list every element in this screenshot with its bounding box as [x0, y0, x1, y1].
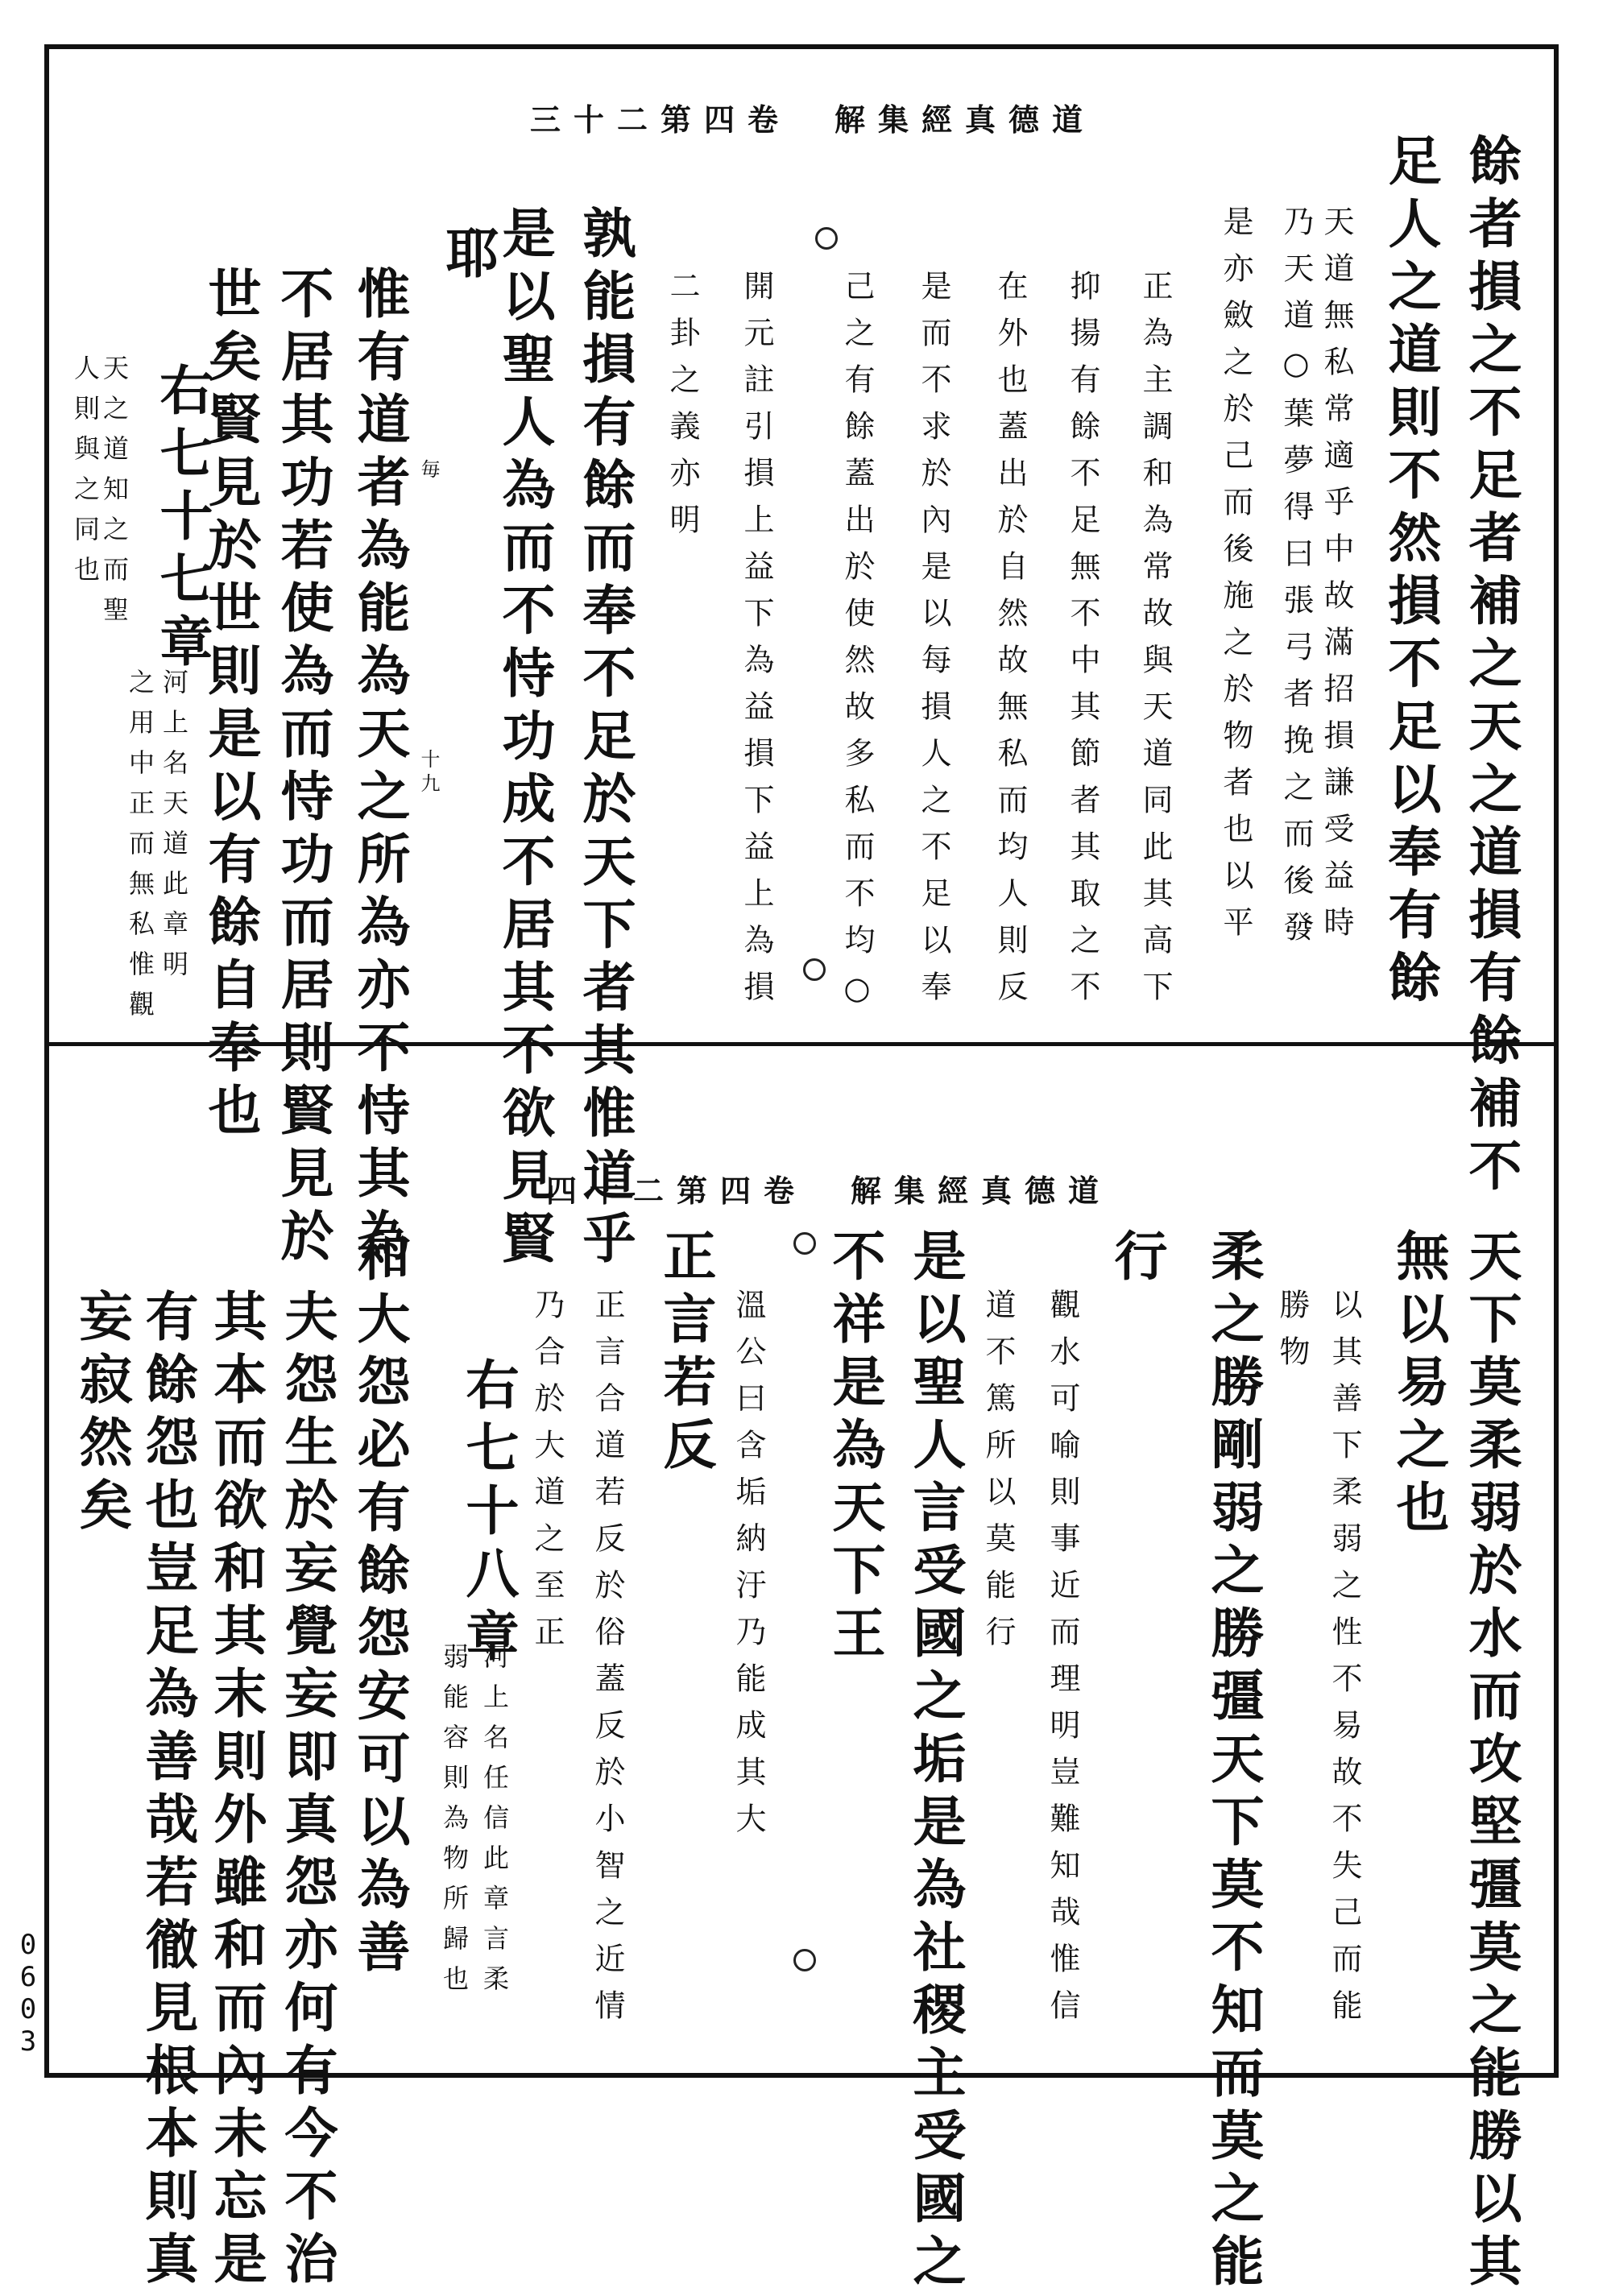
top-col-9: 是而不求於內是以每損人之不足以奉 — [916, 270, 951, 1017]
top-note-4: 人則與之同也 — [70, 354, 101, 596]
top-col-11: 開元註引損上益下為益損下益上為損 — [739, 270, 774, 1017]
bottom-col-14: 乃合於大道之至正 — [529, 1289, 565, 1662]
top-col-2: 足人之道則不然損不足以奉有餘 — [1379, 133, 1442, 1012]
bottom-col-17: 其本而欲和其末則外雖和而內未忘是 — [205, 1289, 267, 2294]
top-col-6: 正為主調和為常故與天道同此其高下 — [1137, 270, 1173, 1017]
bottom-col-13: 正言合道若反於俗蓋反於小智之近情 — [590, 1289, 625, 2036]
top-col-17: 不居其功若使為而恃功而居則賢見於 — [271, 266, 334, 1271]
bottom-col-8: 道不篤所以莫能行 — [980, 1289, 1016, 1662]
top-running-header: 道德真經集解 卷四第二十三 — [529, 101, 1095, 138]
bottom-col-10: 不祥是為天下王 — [823, 1228, 886, 1668]
top-col-18: 世矣賢見於世則是以有餘自奉也 — [199, 266, 262, 1145]
bottom-col-11: 溫公曰含垢納汙乃能成其大 — [731, 1289, 766, 1849]
top-note-2: 之用中正而無私惟觀 — [125, 668, 155, 1031]
top-note-3: 天之道知之而聖 — [99, 354, 130, 636]
bottom-col-5: 柔之勝剛弱之勝彊天下莫不知而莫之能 — [1202, 1228, 1265, 2296]
bottom-note-2: 弱能容則為物所歸也 — [439, 1643, 470, 2005]
bottom-running-header: 道德真經集解 卷四第二十四 — [545, 1173, 1112, 1209]
bottom-col-4: 勝物 — [1274, 1289, 1310, 1382]
top-col-13: 孰能損有餘而奉不足於天下者其惟道乎 — [574, 205, 636, 1273]
top-col-10: 己之有餘蓋出於使然故多私而不均○ — [839, 270, 875, 1022]
bottom-col-3: 以其善下柔弱之性不易故不失己而能 — [1327, 1289, 1362, 2036]
top-col-3: 天道無私常適乎中故滿招損謙受益時 — [1319, 205, 1354, 953]
bottom-chapter-title: 右七十八章 — [457, 1357, 520, 1671]
top-col-16: 惟有道者為能為天之所為亦不恃其為 — [348, 266, 411, 1271]
bottom-circle-mark-2 — [793, 1949, 816, 1971]
top-col-7: 抑揚有餘不足無不中其節者其取之不 — [1065, 270, 1100, 1017]
bottom-col-16: 夫怨生於妄覺妄即真怨亦何有今不治 — [275, 1289, 338, 2294]
bottom-note-1: 河上名任信此章言柔 — [479, 1643, 510, 2005]
top-col-14: 是以聖人為而不恃功成不居其不欲見賢 — [493, 205, 556, 1273]
bottom-circle-mark-1 — [793, 1232, 816, 1255]
top-col-4: 乃天道○葉夢得曰張弓者挽之而後發 — [1278, 205, 1314, 958]
top-circle-mark-2 — [803, 958, 826, 981]
bottom-col-2: 無以易之也 — [1387, 1228, 1450, 1542]
top-col-5: 是亦斂之於己而後施之於物者也以平 — [1218, 205, 1253, 953]
top-col-1: 餘者損之不足者補之天之道損有餘補不 — [1460, 133, 1522, 1201]
bottom-col-15: 和大怨必有餘怨安可以為善 — [348, 1228, 411, 1982]
top-margin-mark-2: 十九 — [417, 749, 440, 797]
bottom-col-1: 天下莫柔弱於水而攻堅彊莫之能勝以其 — [1460, 1228, 1522, 2296]
bottom-col-6: 行 — [1105, 1228, 1168, 1291]
top-circle-mark-1 — [815, 227, 838, 250]
top-col-15: 耶 — [437, 225, 499, 288]
top-col-8: 在外也蓋出於自然故無私而均人則反 — [992, 270, 1028, 1017]
top-note-1: 河上名天道此章明 — [159, 668, 189, 991]
page-number: 0603 — [19, 1929, 37, 2058]
bottom-col-7: 觀水可喻則事近而理明豈難知哉惟信 — [1045, 1289, 1080, 2036]
bottom-col-12: 正言若反 — [654, 1228, 717, 1479]
top-chapter-title: 右七十七章 — [151, 362, 213, 676]
bottom-col-19: 妄寂然矣 — [70, 1289, 133, 1540]
bottom-col-18: 有餘怨也豈足為善哉若徹見根本則真 — [136, 1289, 199, 2294]
bottom-col-9: 是以聖人言受國之垢是為社稷主受國之 — [904, 1228, 967, 2296]
top-margin-mark-1: 毎 — [417, 459, 440, 483]
top-col-12: 二卦之義亦明 — [665, 270, 700, 550]
